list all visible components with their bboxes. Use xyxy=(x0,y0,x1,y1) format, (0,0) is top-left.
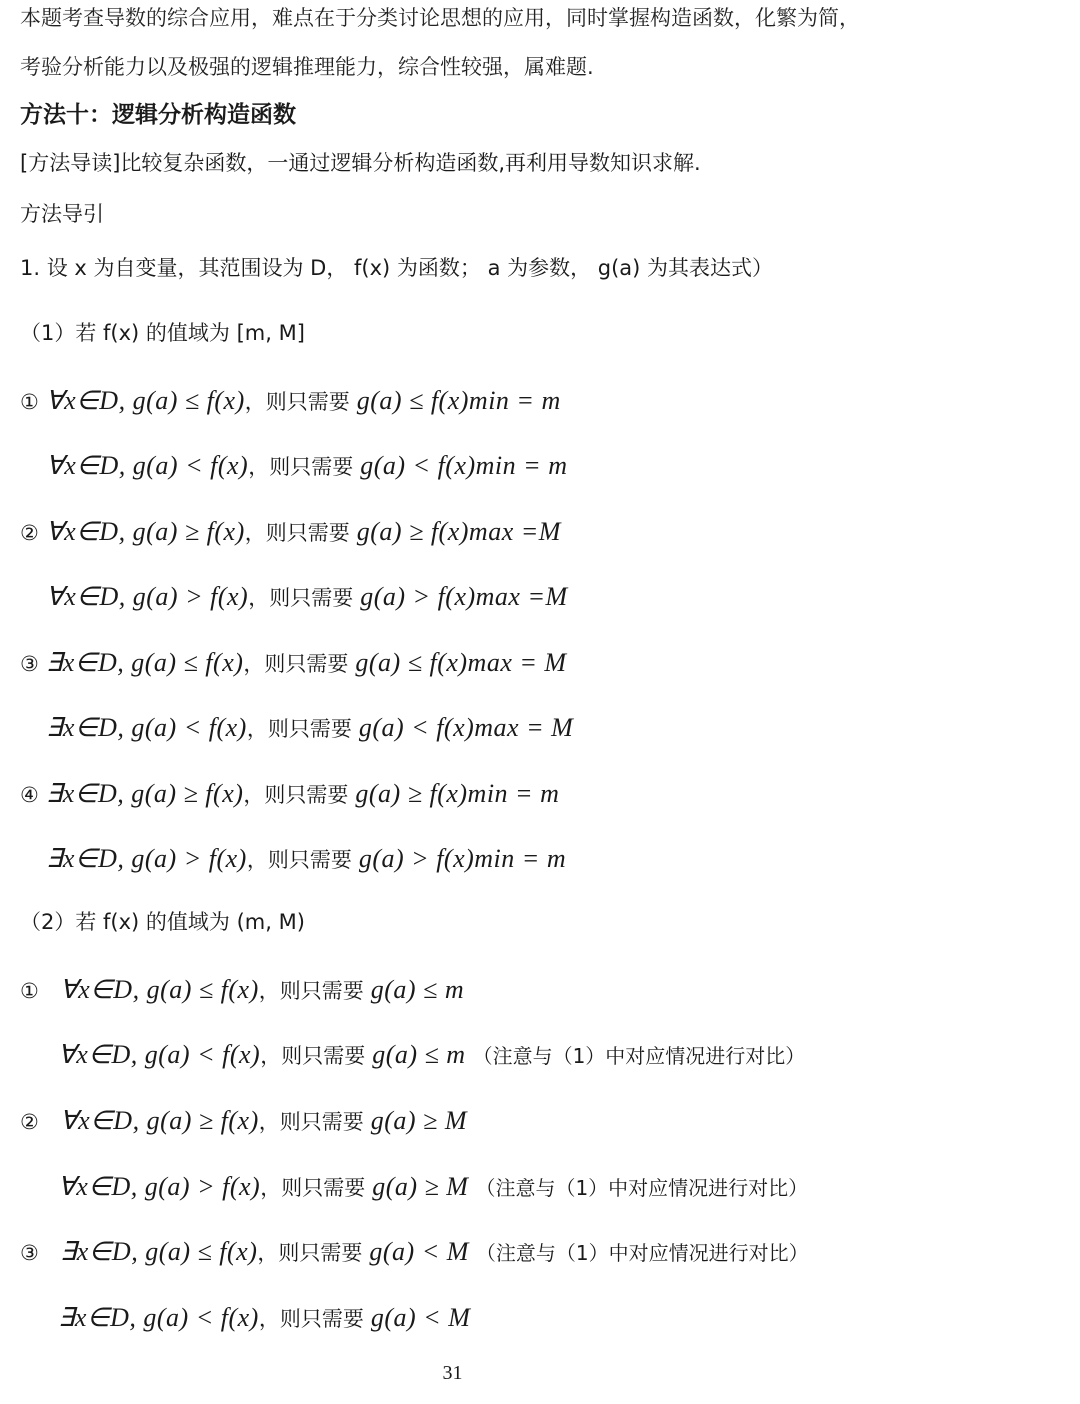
part2-row xyxy=(58,1174,808,1200)
item-1-definition: 1. 设 x 为自变量，其范围设为 D， f(x) 为函数； a 为参数， g(a) 为其表达式） xyxy=(20,256,774,280)
result: g(a) ≥ f(x)min = m xyxy=(355,779,560,808)
part1-row xyxy=(20,519,561,545)
then-text: ，则只需要 xyxy=(246,848,352,872)
part2-row xyxy=(58,1042,805,1068)
result: g(a) < M xyxy=(370,1303,471,1332)
condition: ∀x∈D, g(a) ≥ f(x) xyxy=(59,1106,259,1135)
part2-row xyxy=(20,1239,809,1265)
result: g(a) ≤ f(x)min = m xyxy=(356,386,561,415)
result: g(a) > f(x)max =M xyxy=(360,582,568,611)
then-text: ，则只需要 xyxy=(257,1241,363,1265)
result: g(a) ≤ m xyxy=(370,975,465,1004)
then-text: ，则只需要 xyxy=(244,521,350,545)
condition: ∀x∈D, g(a) ≤ f(x) xyxy=(59,975,259,1004)
then-text: ，则只需要 xyxy=(246,717,352,741)
comparison-note: （注意与（1）中对应情况进行对比） xyxy=(475,1176,809,1200)
then-text: ，则只需要 xyxy=(258,1307,364,1331)
then-text: ，则只需要 xyxy=(258,979,364,1003)
result: g(a) ≥ M xyxy=(372,1172,469,1201)
condition: ∀x∈D, g(a) ≤ f(x) xyxy=(45,386,245,415)
part2-row xyxy=(20,1108,467,1134)
part1-row xyxy=(46,846,566,872)
condition: ∀x∈D, g(a) < f(x) xyxy=(58,1040,261,1069)
method-guide: [方法导读]比较复杂函数，一通过逻辑分析构造函数,再利用导数知识求解. xyxy=(20,151,701,175)
condition: ∃x∈D, g(a) < f(x) xyxy=(58,1303,259,1332)
circled-label: ④ xyxy=(20,783,39,807)
condition: ∃x∈D, g(a) ≤ f(x) xyxy=(45,648,244,677)
result: g(a) ≤ m xyxy=(372,1040,466,1069)
then-text: ，则只需要 xyxy=(248,586,354,610)
part2-row xyxy=(20,977,464,1003)
part2-row xyxy=(58,1305,470,1331)
result: g(a) > f(x)min = m xyxy=(358,844,567,873)
result: g(a) < M xyxy=(369,1237,469,1266)
condition: ∃x∈D, g(a) < f(x) xyxy=(46,713,247,742)
part1-row xyxy=(20,781,559,807)
condition: ∀x∈D, g(a) > f(x) xyxy=(58,1172,261,1201)
then-text: ，则只需要 xyxy=(248,455,354,479)
result: g(a) ≥ f(x)max =M xyxy=(356,517,561,546)
part1-row xyxy=(46,715,573,741)
circled-label: ① xyxy=(20,390,39,414)
intro-line-2: 考验分析能力以及极强的逻辑推理能力，综合性较强，属难题. xyxy=(20,55,594,79)
result: g(a) < f(x)min = m xyxy=(360,451,568,480)
method-subheading: 方法导引 xyxy=(20,202,104,226)
part1-row xyxy=(46,584,568,610)
then-text: ，则只需要 xyxy=(260,1176,366,1200)
intro-line-1: 本题考查导数的综合应用，难点在于分类讨论思想的应用，同时掌握构造函数，化繁为简， xyxy=(20,6,860,30)
circled-label: ② xyxy=(20,521,39,545)
part-2-title: （2）若 f(x) 的值域为 (m, M) xyxy=(20,910,305,934)
result: g(a) ≤ f(x)max = M xyxy=(355,648,567,677)
then-text: ，则只需要 xyxy=(244,390,350,414)
comparison-note: （注意与（1）中对应情况进行对比） xyxy=(475,1241,809,1265)
circled-label: ① xyxy=(20,979,39,1003)
condition: ∃x∈D, g(a) > f(x) xyxy=(46,844,247,873)
then-text: ，则只需要 xyxy=(258,1110,364,1134)
then-text: ，则只需要 xyxy=(260,1044,366,1068)
section-heading: 方法十：逻辑分析构造函数 xyxy=(20,102,296,128)
then-text: ，则只需要 xyxy=(243,652,349,676)
result: g(a) < f(x)max = M xyxy=(358,713,574,742)
circled-label: ③ xyxy=(20,1241,39,1265)
circled-label: ③ xyxy=(20,652,39,676)
then-text: ，则只需要 xyxy=(243,783,349,807)
part1-row xyxy=(46,453,567,479)
condition: ∃x∈D, g(a) ≥ f(x) xyxy=(45,779,244,808)
condition: ∀x∈D, g(a) ≥ f(x) xyxy=(45,517,245,546)
part1-row xyxy=(20,650,567,676)
page-number: 31 xyxy=(442,1362,463,1384)
condition: ∀x∈D, g(a) < f(x) xyxy=(46,451,249,480)
condition: ∀x∈D, g(a) > f(x) xyxy=(46,582,249,611)
result: g(a) ≥ M xyxy=(370,1106,467,1135)
circled-label: ② xyxy=(20,1110,39,1134)
part1-row xyxy=(20,388,561,414)
part-1-title: （1）若 f(x) 的值域为 [m, M] xyxy=(20,321,305,345)
condition: ∃x∈D, g(a) ≤ f(x) xyxy=(59,1237,258,1266)
comparison-note: （注意与（1）中对应情况进行对比） xyxy=(472,1044,806,1068)
